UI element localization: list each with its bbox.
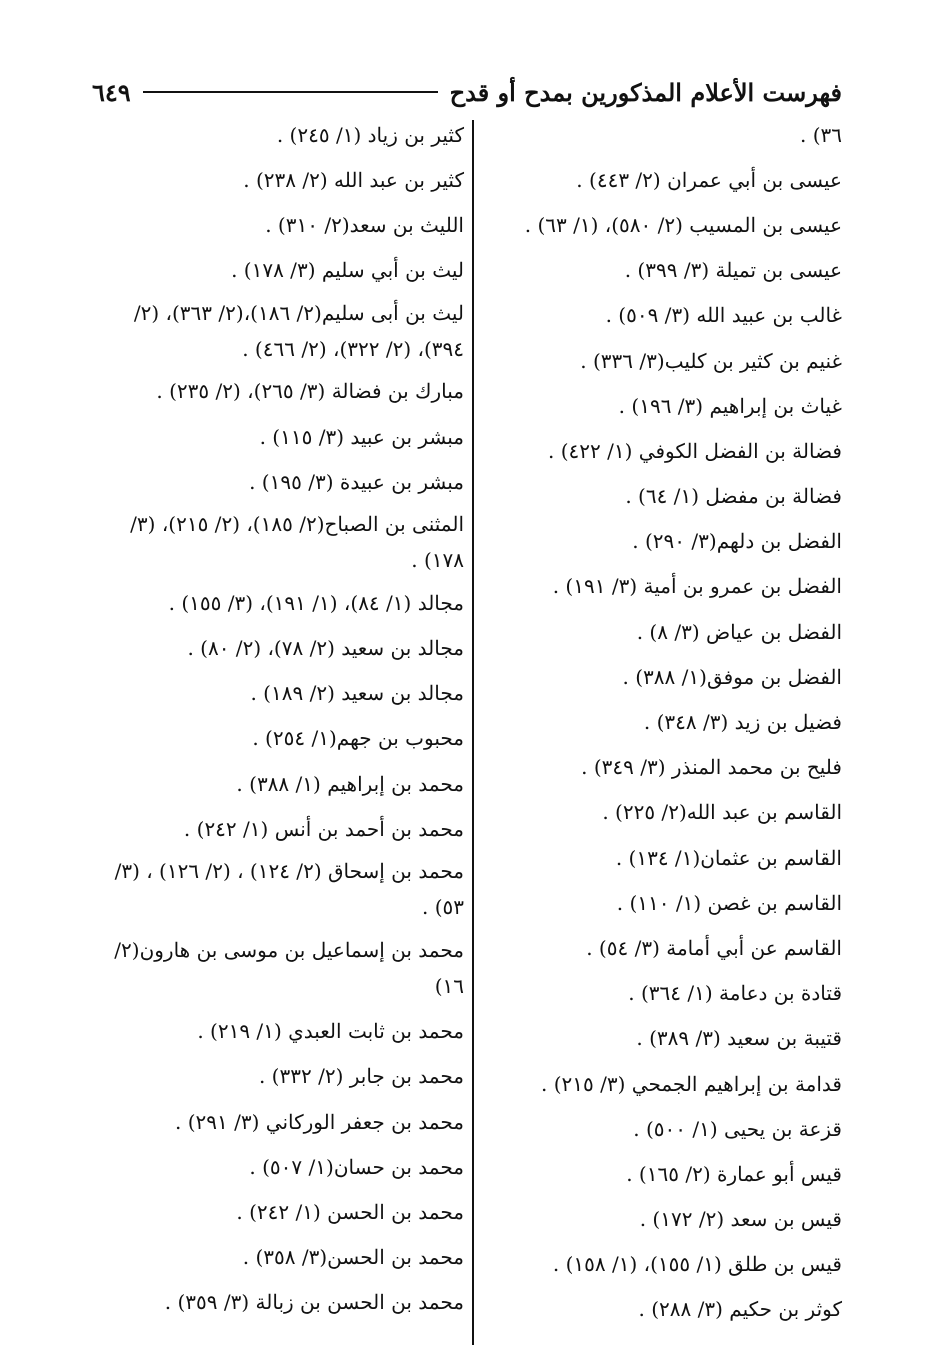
index-entry: مجالد (١/ ٨٤)، (١/ ١٩١)، (٣/ ١٥٥) . [168, 590, 464, 615]
index-entry: الفضل بن عمرو بن أمية (٣/ ١٩١) . [552, 574, 842, 599]
index-entry: محمد بن ثابت العبدي (١/ ٢١٩) . [197, 1019, 464, 1044]
index-entry: قدامة بن إبراهيم الجمحي (٣/ ٢١٥) . [540, 1071, 842, 1096]
index-entry: فضالة بن مفضل (١/ ٦٤) . [625, 484, 842, 509]
left-column [104, 112, 464, 1325]
index-entry: غياث بن إبراهيم (٣/ ١٩٦) . [618, 393, 842, 418]
index-entry: الفضل بن عياض (٣/ ٨) . [636, 619, 842, 644]
index-entry: ٣٦) . [799, 122, 842, 147]
index-entry: قزعة بن يحيى (١/ ٥٠٠) . [633, 1116, 842, 1141]
index-entry: قيس بن طلق (١/ ١٥٥)، (١/ ١٥٨) . [552, 1252, 842, 1277]
index-entry: كثير بن زياد (١/ ٢٤٥) . [276, 122, 464, 147]
index-entry: مبشر بن عبيدة (٣/ ١٩٥) . [249, 469, 464, 494]
index-entry: ليث بن أبي سليم (٣/ ١٧٨) . [231, 258, 464, 283]
index-entry: الفضل بن موفق(١/ ٣٨٨) . [622, 664, 842, 689]
index-entry: مجالد بن سعيد (٢/ ١٨٩) . [250, 681, 464, 706]
index-entry: محمد بن إسماعيل بن موسى بن هارون(٢/ ١٦) [114, 938, 464, 999]
index-entry: محمد بن إبراهيم (١/ ٣٨٨) . [236, 771, 464, 796]
index-entry: عيسى بن أبي عمران (٢/ ٤٤٣) . [576, 167, 842, 192]
index-entry: كثير بن عبد الله (٢/ ٢٣٨) . [243, 167, 464, 192]
index-entry: مبارك بن فضالة (٣/ ٢٦٥)، (٢/ ٢٣٥) . [156, 379, 464, 404]
index-entry: محمد بن أحمد بن أنس (١/ ٢٤٢) . [183, 816, 464, 841]
page-number: ٦٤٩ [92, 77, 131, 107]
index-entry: القاسم بن غصن (١/ ١١٠) . [616, 890, 842, 915]
index-entry: قيس بن سعد (٢/ ١٧٢) . [639, 1207, 842, 1232]
index-entry: مبشر بن عبيد (٣/ ١١٥) . [259, 424, 464, 449]
index-entry: القاسم بن عثمان(١/ ١٣٤) . [615, 845, 842, 870]
index-entry: محمد بن الحسن بن زبالة (٣/ ٣٥٩) . [164, 1290, 464, 1315]
index-entry: قيس أبو عمارة (٢/ ١٦٥) . [626, 1161, 842, 1186]
index-entry: قتادة بن دعامة (١/ ٣٦٤) . [628, 981, 842, 1006]
right-column [490, 112, 842, 1332]
index-entry: محمد بن الحسن (١/ ٢٤٢) . [236, 1199, 464, 1224]
index-entry: المثنى بن الصباح(٢/ ١٨٥)، (٢/ ٢١٥)، (٣/ ١٧٨) . [130, 512, 464, 573]
index-entry: عيسى بن المسيب (٢/ ٥٨٠)، (١/ ٦٣) . [524, 212, 842, 237]
column-divider [472, 120, 474, 1345]
index-entry: محمد بن حسان(١/ ٥٠٧) . [249, 1154, 464, 1179]
index-entry: محمد بن الحسن(٣/ ٣٥٨) . [242, 1245, 464, 1270]
header-rule [143, 91, 438, 93]
index-entry: القاسم عن أبي أمامة (٣/ ٥٤) . [586, 935, 842, 960]
index-entry: فضالة بن الفضل الكوفي (١/ ٤٢٢) . [548, 438, 842, 463]
running-header [92, 72, 842, 112]
index-entry: محمد بن جعفر الوركاني (٣/ ٢٩١) . [175, 1109, 464, 1134]
index-entry: عيسى بن تميلة (٣/ ٣٩٩) . [624, 258, 842, 283]
index-entry: غنيم بن كثير بن كليب(٣/ ٣٣٦) . [580, 348, 842, 373]
index-entry: محمد بن جابر (٢/ ٣٣٢) . [258, 1064, 464, 1089]
index-entry: القاسم بن عبد الله(٢/ ٢٢٥) . [602, 800, 842, 825]
index-entry: غالب بن عبيد الله (٣/ ٥٠٩) . [605, 303, 842, 328]
index-entry: مجالد بن سعيد (٢/ ٧٨)، (٢/ ٨٠) . [187, 636, 464, 661]
index-entry: الفضل بن دلهم(٣/ ٢٩٠) . [632, 529, 842, 554]
index-entry: قتيبة بن سعيد (٣/ ٣٨٩) . [636, 1026, 842, 1051]
index-entry: محمد بن إسحاق (٢/ ١٢٤) ، (٢/ ١٢٦) ، (٣/ ٥٣) . [114, 859, 464, 920]
index-entry: فضيل بن زيد (٣/ ٣٤٨) . [643, 710, 842, 735]
index-entry: كوثر بن حكيم (٣/ ٢٨٨) . [638, 1297, 842, 1322]
header-title: فهرست الأعلام المذكورين بمدح أو قدح [449, 77, 842, 107]
index-entry: محبوب بن جهم(١/ ٢٥٤) . [252, 726, 464, 751]
index-entry: الليث بن سعد(٢/ ٣١٠) . [265, 212, 464, 237]
index-entry: فليح بن محمد المنذر (٣/ ٣٤٩) . [581, 755, 842, 780]
index-entry: ليث بن أبى سليم(٢/ ١٨٦)،(٢/ ٣٦٣)، (٢/ ٣٩٤)، (٢/ ٣٢٢)، (٢/ ٤٦٦) . [133, 300, 464, 361]
